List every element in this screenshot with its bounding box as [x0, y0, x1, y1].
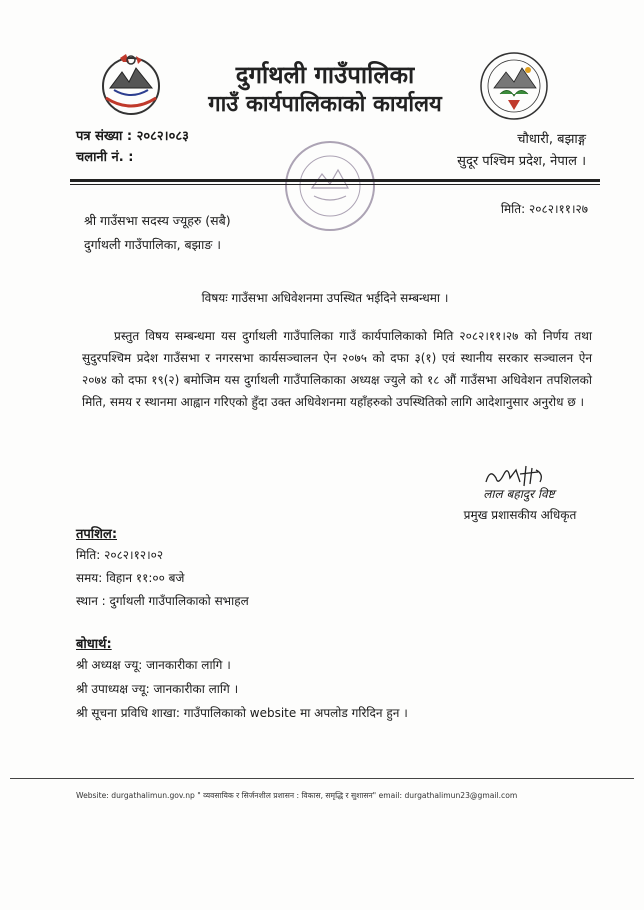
letter-subject: विषयः गाउँसभा अधिवेशनमा उपस्थित भईदिने सम्बन्धमा । [201, 291, 449, 305]
schedule-time: समय: विहान ११:०० बजे [76, 571, 185, 585]
address-line-1: चौधारी, बझाङ्ग [517, 132, 586, 147]
schedule-venue: स्थान : दुर्गाथली गाउँपालिकाको सभाहल [76, 594, 249, 608]
recipient-line-2: दुर्गाथली गाउँपालिका, बझाङ । [84, 237, 222, 252]
office-subtitle: गाउँ कार्यपालिकाको कार्यालय [208, 92, 442, 117]
schedule-date: मिति: २०८२।१२।०२ [76, 548, 164, 562]
dispatch-number: चलानी नं. : [76, 150, 134, 165]
letter-body: प्रस्तुत विषय सम्बन्धमा यस दुर्गाथली गाउँपालिका गाउँ कार्यपालिकाको मिति २०८२।११।२७ को निर्णय तथा सुदुरपश्चिम प्रदेश गाउँसभा र नगरसभा कार्यसञ्चालन ऐन २०७५ को दफा ३(१) एवं स्थानीय सरकार सञ्चालन ऐन २०७४ को दफा १९(२) बमोजिम यस दुर्गाथली गाउँपालिकाका अध्यक्ष ज्युले को १८ औं गाउँसभा अधिवेशन तपशिलको मिति, समय र स्थानमा आह्वान गरिएको हुँदा उक्त अधिवेशनमा यहाँहरुको उपस्थितिको लागि आदेशानुसार अनुरोध छ । [82, 329, 592, 409]
signatory-name: लाल बहादुर विष्ट [483, 487, 555, 501]
letter-date: मिति: २०८२।११।२७ [500, 202, 588, 216]
header-divider [70, 179, 600, 182]
cc-item-it-section: श्री सूचना प्रविधि शाखा: गाउँपालिकाको website मा अपलोड गरिदिन हुन । [76, 706, 408, 720]
header-divider-thin [70, 184, 600, 185]
reference-number: पत्र संख्या : २०८२।०८३ [76, 129, 189, 144]
cc-item-chairperson: श्री अध्यक्ष ज्यू: जानकारीका लागि । [76, 658, 231, 672]
municipality-logo-icon [478, 50, 550, 122]
footer-divider [10, 778, 634, 779]
cc-item-vice-chairperson: श्री उपाध्यक्ष ज्यू: जानकारीका लागि । [76, 682, 239, 696]
footer-contact: Website: durgathalimun.gov.np " व्यवसायिक र सिर्जनशील प्रशासन : विकास, समृद्धि र सुशासन" email: durgathalimun23@gmail.com [76, 791, 518, 800]
office-stamp-icon [282, 138, 378, 234]
recipient-line-1: श्री गाउँसभा सदस्य ज्यूहरु (सबै) [84, 213, 231, 228]
nepal-emblem-icon [96, 48, 166, 118]
office-name: दुर्गाथली गाउँपालिका [235, 61, 415, 89]
schedule-heading: तपशिल: [76, 527, 118, 542]
signatory-title: प्रमुख प्रशासकीय अधिकृत [463, 508, 577, 522]
cc-heading: बोधार्थ: [76, 637, 112, 652]
address-line-2: सुदूर पश्चिम प्रदेश, नेपाल । [457, 154, 586, 169]
